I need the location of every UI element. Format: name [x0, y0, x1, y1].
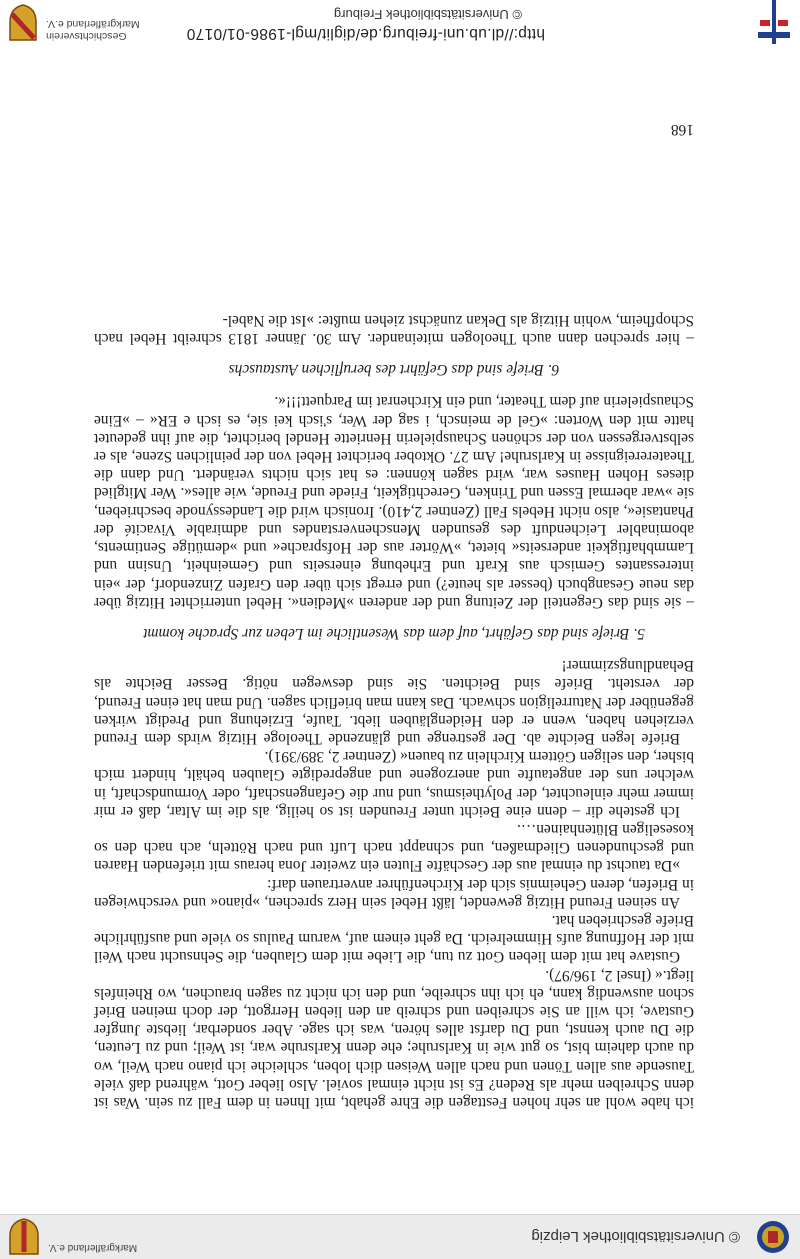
- section-heading-6: 6. Briefe sind das Gefährt des beruflichen Austauschs: [228, 361, 560, 379]
- paragraph: Gustave hat mit dem lieben Gott zu tun, die Liebe mit dem Glauben, die Sehnsucht nach Weil mit der Hoffnung aufs Himmelreich. Da geht einem auf, warum Paulus so viele und ausführliche Briefe geschrieben hat.: [94, 911, 694, 966]
- paragraph: ich habe wohl an sehr hohen Festtagen die Ehre gehabt, mit Ihnen in dem Fall zu sein. Was ist denn Schreiben mehr als Reden? Es ist nicht einmal soviel. Also lieber Gott, während daß viele Tausende aus allen Tönen und nach allen Weisen dich loben, schleiche ich piano nach Weil, wo du auch daheim bist, so gut wie in Karlsruhe; ehe denn Karlsruhe war, ist Weil; und zu Leuten, die Du auch kennst, und Du darfst alles hören, was ich sage. Aber sonderbar, liebste Jungfer Gustave, ich will an Sie schreiben und schreib an den lieben Herrgott, der doch meinen Brief schon auswendig kann, eh ich ihn schreibe, und den ich nicht zu sagen brauchen, wo Rheinfels liegt.« (Insel 2, 196/97).: [94, 966, 694, 1111]
- paragraph: Briefe legen Beichte ab. Der gestrenge und glänzende Theologe Hitzig wirds dem Freund verziehen haben, wenn er den Heidengläuben liebt. Taufe, Erziehung und Predigt wirken gegenüber der Naturreligion schwach. Das kann man brieflich sagen. Und man hat einen Freund, der versteht. Briefe sind Beichten. Sie sind deswegen nötig. Besser Beichte als Behandlungszimmer!: [94, 657, 694, 747]
- page-number: 168: [670, 121, 694, 138]
- quote-paragraph: »Da tauchst du einmal aus der Geschäfte Fluten ein zweiter Jona heraus mit triefenden Haaren und geschundenen Gliedmaßen, und schnappt nach Luft und nach Rötteln, ach nach den so koseseligen Blütenhainen….: [94, 820, 694, 875]
- society-seal-icon: [8, 1218, 40, 1256]
- source-footer-bar: [0, 0, 800, 44]
- society-seal-icon-bottom: [8, 4, 38, 42]
- society-line2: Markgräflerland e.V.: [46, 18, 140, 30]
- society-name-top: Markgräflerland e.V.: [48, 1242, 138, 1253]
- library-logo-icon: [752, 1219, 794, 1255]
- copyright-notice: © Universitätsbibliothek Freiburg: [333, 7, 522, 22]
- freiburg-library-logo-icon: [754, 0, 794, 44]
- body-text: [94, 311, 694, 1111]
- quote-paragraph: Ich gestehe dir – denn eine Beicht unter Freunden ist so heilig, als die im Altar, daß er mir immer mehr einleuchtet, der Polytheismus, und nur die Gefangenschaft, oder Vormundschaft, in welcher uns der angetaufte und anerzogene und angepredigte Glauben behält, hindert mich bisher, den seligen Göttern Kirchlein zu bauen« (Zentner 2, 389/391).: [94, 748, 694, 820]
- document-url-link[interactable]: http://dl.ub.uni-freiburg.de/diglit/mgl-1986-01/0170: [186, 25, 545, 42]
- paragraph: – hier sprechen dann auch Theologen miteinander. Am 30. Jänner 1813 schreibt Hebel nach Schopfheim, wohin Hitzig als Dekan zunächst ziehen mußte: »Ist die Nabel-: [94, 311, 694, 348]
- paragraph: – sie sind das Gegenteil der Zeitung und der anderen »Medien«. Hebel unterrichtet Hitzig über das neue Gesangbuch (besser als heute?) und erregt sich über den Grafen Zinzendorf, der »ein interessantes Gemisch aus Kraft und Erhebung einerseits und Gemeinheit, Unsinn und Lammbhaftigkeit anderseits« bietet, »Wörter aus der Hofsprache« und »demütige Sentiments, abominabler Leichenduft des gesunden Menschenverstandes und admirable Vivacité der Phantasie«, also nicht Hebels Fall (Zentner 2,410). Ironisch wird die Landessynode beschrieben, sie »war abermal Essen und Trinken, Gerechtigkeit, Friede und Freude, wie alles«. Wer Mitglied dieses Hohen Hauses war, wird sagen können: es hat sich nichts verändert. Und dann die Theaterereignisse in Karlsruhe! Am 27. Oktober berichtet Hebel von der peinlichen Szene, als er selbstvergessen von der schönen Schauspielerin Henriette Hendel berichtet, die auf ihn gedeutet hatte mit den Worten: »Gel de meinsch, i sag der Wer, s'isch kei sie, es isch e ER« – »Eine Schauspielerin auf dem Theater, und ein Kirchenrat im Parquett!!!«.: [94, 393, 694, 611]
- paragraph: An seinen Freund Hitzig gewendet, läßt Hebel sein Herz sprechen, »piano« und verschwiegen in Briefen, deren Geheimnis sich der Kirchenführer anvertrauen darf:: [94, 875, 694, 911]
- section-heading-5: 5. Briefe sind das Gefährt, auf dem das Wesentliche im Leben zur Sprache kommt: [143, 624, 645, 642]
- library-name: © Universitätsbibliothek Leipzig: [531, 1228, 740, 1245]
- society-line1: Geschichtsverein: [46, 30, 127, 42]
- society-name-bottom: [46, 18, 146, 42]
- document-page: [0, 44, 800, 1199]
- library-header-bar: [0, 1214, 800, 1259]
